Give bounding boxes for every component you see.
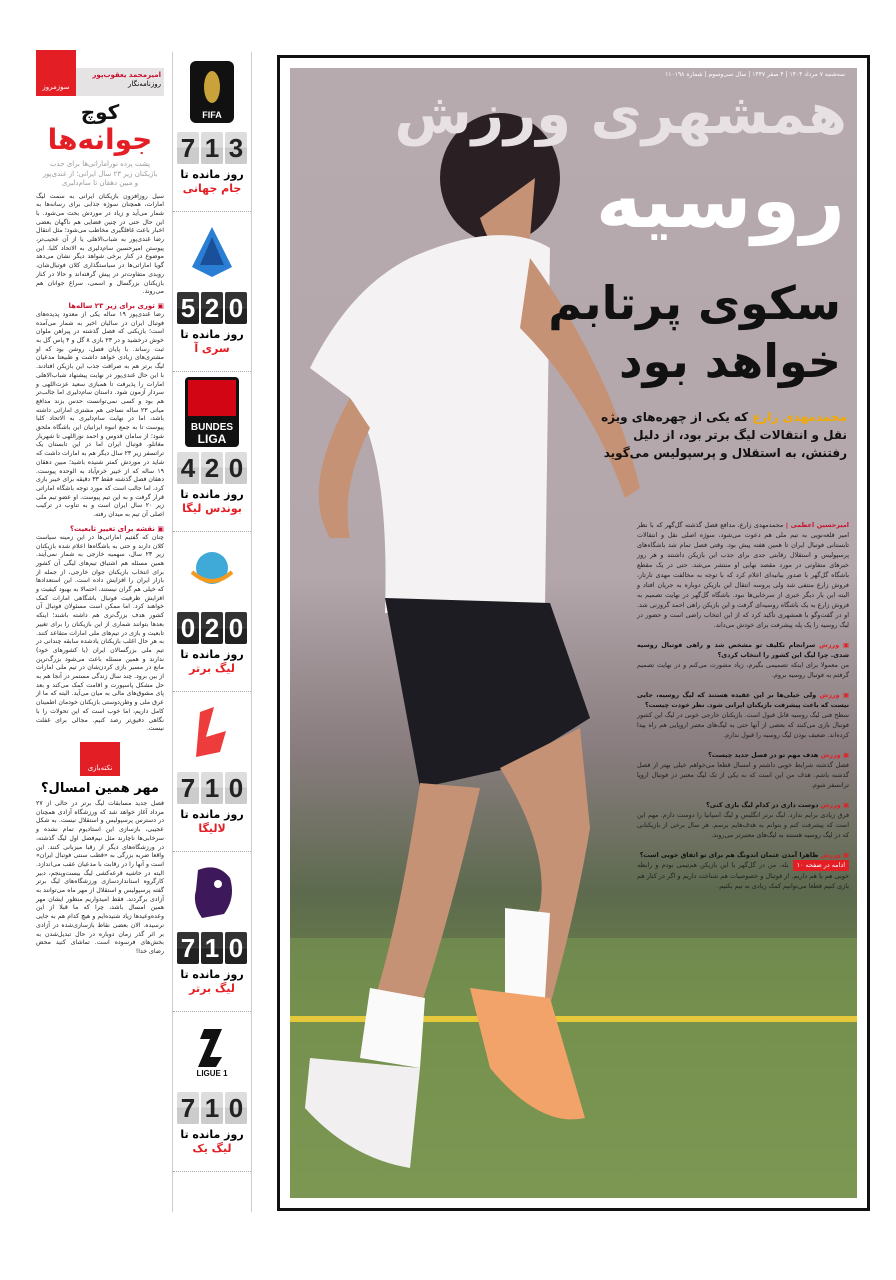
- interview-answer: بله. من در گل‌گهر با این بازیکن هم‌تیمی بودم و رابطه خوبی هم با هم داریم. از فوتبال و خصوصیات هم شناخت داریم و اگر در کنار هم بازی کنیم قطعا می‌توانیم کمک زیادی به تیم بکنیم.: [637, 861, 849, 890]
- countdown-league: لیگ یک: [192, 1142, 232, 1155]
- countdown-league: لالیگا: [198, 822, 226, 835]
- qa-item: [637, 750, 849, 790]
- digit: 0: [225, 1092, 247, 1124]
- interview-answer: فصل گذشته شرایط خوبی داشتم و امسال قطعا می‌خواهم خیلی بهتر از فصل گذشته باشم. هدف من این است که به یکی از تک لیگ معتبر در فوتبال اروپا ترانسفر شوم.: [637, 761, 849, 789]
- digit: 2: [201, 292, 223, 324]
- author-name: امیرمحمد یعقوب‌پور: [92, 71, 161, 79]
- digit: 4: [177, 452, 199, 484]
- digit: 3: [225, 132, 247, 164]
- author-role: روزنامه‌نگار: [127, 80, 161, 88]
- deck-name: محمدمهدی زارع: [752, 410, 847, 424]
- digit: 5: [177, 292, 199, 324]
- article-title-line2: جوانه‌ها: [47, 123, 153, 156]
- interview-question: ▣ ورزش سرانجام تکلیف تو مشخص شد و راهی فوتبال روسیه شدی. چرا لیگ این کشور را انتخاب کردی؟: [637, 640, 849, 660]
- interview-question: ▣ ورزش هدف مهم تو در فصل جدید چیست؟: [637, 750, 849, 760]
- interview-question: ▣ ورزش دوست داری در کدام لیگ بازی کنی؟: [637, 800, 849, 810]
- countdown-6: [173, 852, 251, 1012]
- digit: 1: [201, 1092, 223, 1124]
- digit: 7: [177, 132, 199, 164]
- countdown-1: [173, 52, 251, 212]
- league-logo-icon: [182, 56, 242, 128]
- continued-badge[interactable]: ادامه در صفحه ۱۰: [793, 860, 849, 871]
- interview-body: [637, 520, 849, 891]
- countdown-5: [173, 692, 251, 852]
- note-body: فصل جدید مسابقات لیگ برتر در حالی از ۲۷ مرداد آغاز خواهد شد که ورزشگاه آزادی همچنان در دسترس پرسپولیس و استقلال نیست. به شکل عجیبی، بازسازی این استادیوم تمام نشده و سرخابی‌ها ناچارند مثل نیم‌فصل اول لیگ گذشته، در ورزشگاه‌های دیگر از رقبا میزبانی کنند. این واقعا ضربه بزرگی به «قطب سنتی فوتبال ایران» است و آنها را در رقابت با مدعیان عقب می‌اندازد. البته در حاشیه قرعه‌کشی لیگ بیست‌وپنجم، دبیر کارگروه استانداردسازی ورزشگاه‌های لیگ برتر گفته پرسپولیس و استقلال از مهر ماه می‌توانند به آزادی برگردند. فقط امیدواریم منظور ایشان مهر همین امسال باشد، چرا که ما قبلا از این وعده‌وعیدها زیاد شنیده‌ایم و هیچ کدام هم به جایی نرسیده. الان بعضی نقاط بازسازی‌شده در آزادی بر اثر گذر زمان دوباره در حال تبدیل‌شدن به بخش‌های فرسوده است. تماشای کنید محض رضای خدا!: [36, 799, 164, 955]
- digit: 0: [177, 612, 199, 644]
- league-logo-icon: [182, 1016, 242, 1088]
- interview-answer: من معمولا برای اینکه تصمیمی بگیرم، زیاد مشورت می‌کنم و در نهایت تصمیم گرفتم به فوتبال روسیه بروم.: [637, 661, 849, 679]
- svg-text:LIGUE 1: LIGUE 1: [196, 1069, 228, 1077]
- kicker-label: سوزمروز: [36, 50, 76, 96]
- dateline: سه‌شنبه ۷ مرداد ۱۴۰۴ | ۴ صفر ۱۴۴۷ | سال سی‌وسوم | شماره ۱۱۰۱۹۸: [665, 71, 845, 78]
- subheadline-line2: خواهد بود: [619, 334, 841, 388]
- countdown-digits: [177, 292, 247, 324]
- countdown-league: بوندس لیگا: [182, 502, 242, 515]
- digit: 7: [177, 772, 199, 804]
- countdown-league: سری آ: [194, 342, 230, 355]
- league-logo-icon: [182, 216, 242, 288]
- article-title-line1: کوچ: [80, 100, 120, 124]
- countdown-label: روز مانده تا: [180, 968, 244, 981]
- digit: 2: [201, 452, 223, 484]
- league-logo-icon: [182, 536, 242, 608]
- league-logo-icon: [182, 376, 242, 448]
- countdown-digits: [177, 452, 247, 484]
- article-lead: پشت پرده نوراماراتی‌ها برای جذب بازیکنان زیر ۲۳ سال ایرانی؛ از غندی‌پور و مبین دهقان تا سام‌دلیری: [42, 160, 158, 187]
- countdown-league: جام جهانی: [182, 182, 242, 195]
- countdown-label: روز مانده تا: [180, 488, 244, 501]
- countdown-digits: [177, 1092, 247, 1124]
- interview-intro: [637, 520, 849, 630]
- digit: 1: [201, 132, 223, 164]
- qa-item: [637, 690, 849, 740]
- subheadline-line1: سکوی پرتابم: [548, 276, 841, 330]
- league-logo-icon: [182, 856, 242, 928]
- digit: 0: [225, 292, 247, 324]
- league-logo-icon: [182, 696, 242, 768]
- countdown-digits: [177, 932, 247, 964]
- qa-item: [637, 800, 849, 840]
- interview-question: ▣ ورزش ظاهرا آمدن عثمان اندونگ هم برای تو اتفاق خوبی است؟: [637, 850, 849, 860]
- article-intro: سیل روزافزون بازیکنان ایرانی به سمت لیگ امارات، همچنان سوژه جذابی برای رسانه‌ها به شمار می‌آید و زیاد در موردش بحث می‌شود. با این حال حتی در چنین فضایی هم ناگهان بعضی اخبار باعث غافلگیری مخاطب می‌شود؛ مثل انتقال رضا غندی‌پور به شباب‌الاهلی یا از آن عجیب‌تر، پیوستن امیرحسین سام‌دلیری به الاتحاد کلبا. این موضوع در کنار برخی شواهد دیگر نشان می‌دهد گویا اماراتی‌ها در سیاستگذاری کلان فوتبال‌شان، رویدی متفاوت‌تر در پیش گرفته‌اند و حالا در کنار بازیکنان بزرگسال و اسمی، سراغ جوانان هم می‌روند.: [36, 192, 164, 296]
- interview-answer: سطح فنی لیگ روسیه قابل قبول است. بازیکنان خارجی خوبی در لیگ این کشور فوتبال بازی می‌کنند که بعضی از آنها حتی به لیگ‌های معتبر اروپایی هم راه پیدا کرده‌اند. ضعیف بودن لیگ روسیه را قبول ندارم.: [637, 711, 849, 739]
- countdown-4: [173, 532, 251, 692]
- digit: 1: [201, 932, 223, 964]
- subhead: ▣ نقشه برای تغییر تابعیت؟: [36, 524, 164, 534]
- countdown-league: لیگ برتر: [189, 982, 235, 995]
- digit: 0: [225, 612, 247, 644]
- svg-text:BUNDES: BUNDES: [190, 422, 234, 433]
- countdown-digits: [177, 132, 247, 164]
- svg-text:FIFA: FIFA: [202, 110, 222, 120]
- article-paragraph: چنان که گفتیم اماراتی‌ها در این زمینه سیاست کلان دارند و حتی به باشگاه‌ها اعلام شده بازیکنان زیر ۲۳ سال، سهمیه خارجی به شمار نمی‌آیند. همین مسئله هم اشتیاق تیم‌های لیگی آن کشور برای انتخاب بازیکنان جوان خارجی، از جمله از بازار ایران را افزایش داده است. این استعدادها که خیلی هم گران نیستند، احتمالا به بهبود کیفیت و افزایش ظرفیت فوتبال باشگاهی امارات کمک خواهند کرد. اما ممکن است مسئولان فوتبال آن کشور هدف بزرگ‌تری هم داشته باشند؛ اینکه بعدها بتوانند شماری از این بازیکنان را برای تغییر تابعیت و بازی در تیم‌های ملی امارات متقاعد کنند. به هر حال اغلب بازیکنان یادشده سابقه چندانی در تیم ملی بزرگسالان ایران (یا کشورهای خود) ندارند و همین مسئله باعث می‌شود بزرگ‌ترین مانع در مسیر بازی کردن‌شان در تیم ملی امارات از بین برود. چند سال زندگی مستمر در آنجا هم به حل مشکل پاسپورت و اقامت کمک می‌کند و بعد پای مشوق‌های مالی به میان می‌آید. البته که ما از عرق ملی و وطن‌دوستی بازیکنان خودمان اطمینان کامل داریم، اما خوب است که این تحولات را با نگاهی دقیق‌تر رصد کنیم. مجالی برای غفلت نیست.: [36, 533, 165, 733]
- qa-item: [637, 850, 849, 891]
- deck: [591, 408, 847, 462]
- digit: 7: [177, 932, 199, 964]
- subheadline: [548, 274, 841, 390]
- countdown-label: روز مانده تا: [180, 168, 244, 181]
- countdown-2: [173, 212, 251, 372]
- headline: روسیه: [595, 156, 845, 246]
- countdown-label: روز مانده تا: [180, 1128, 244, 1141]
- countdown-label: روز مانده تا: [180, 648, 244, 661]
- countdown-3: [173, 372, 251, 532]
- digit: 2: [201, 612, 223, 644]
- author-box: [76, 68, 164, 96]
- countdown-league: لیگ برتر: [189, 662, 235, 675]
- countdown-digits: [177, 772, 247, 804]
- byline: امیرحسین اعظمی |: [785, 521, 849, 529]
- digit: 0: [225, 452, 247, 484]
- svg-text:LIGA: LIGA: [197, 432, 227, 446]
- countdown-column: [172, 52, 252, 1212]
- deck-text: که یکی از چهره‌های ویژه نقل و انتقالات لیگ برتر بود، از دلیل رفتنش، به استقلال و پرسپولیس می‌گوید: [601, 410, 847, 460]
- masthead: همشهری ورزش: [394, 82, 847, 147]
- digit: 0: [225, 932, 247, 964]
- countdown-label: روز مانده تا: [180, 808, 244, 821]
- interview-question: ▣ ورزش ولی خیلی‌ها بر این عقیده هستند که لیگ روسیه، جایی نیست که باعث پیشرفت بازیکنان ایرانی شود. نظر خودت چیست؟: [637, 690, 849, 710]
- intro-text: محمدمهدی زارع، مدافع فصل گذشته گل‌گهر که با نظر امیر قلعه‌نویی به تیم ملی هم دعوت می‌شود، سوژه اصلی نقل و انتقالات تابستانی فوتبال ایران تا همین هفته پیش بود. وقتی فصل تمام شد باشگاه‌های پرسپولیس و استقلال رقابتی جدی برای جذب این بازیکن داشتند و هر روز خبرهای متفاوتی در مورد مقصد نهایی او منتشر می‌شد. حتی در یک مقطع باشگاه گل‌گهر با صدور بیانیه‌ای اعلام کرد که با توجه به مخالفت مهدی تارتار، فروش زارع منتفی شد ولی پروسه انتقال این بازیکن دوباره به جریان افتاد و البته این بار دیگر خبری از سرخابی‌ها نبود. باشگاه گل‌گهر در نهایت تصمیم به فروش زارع به یک باشگاه روسیه‌ای گرفت و این بازیکن راهی احمد گروزنی شد. او در گفت‌وگو با همشهری تأکید کرد که از این انتخاب راضی است و حضور در لیگ روسیه را یک پله پیشرفت برای خودش می‌داند.: [637, 521, 849, 629]
- article-paragraph: رضا غندی‌پور ۱۹ ساله یکی از معدود پدیده‌های فوتبال ایران در سالیان اخیر به شمار می‌آمده است؛ بازیکنی که فصل گذشته در پیراهن ملوان خوش درخشید و در ۲۳ بازی ۸ گل و ۴ پاس گل به ثبت رساند. با پایان فصل، روشن بود که او مشتری‌های زیادی خواهد داشت و طبیعتا مدعیان لیگ برتر هم به صرافت جذب این بازیکن افتادند. با این حال غندی‌پور در نهایت پیشنهاد شباب‌الاهلی امارات را پذیرفت تا همبازی سعید عزت‌اللهی و سردار آزمون شود. داستان سام‌دلیری اما جالب‌تر هم بود و کسی نمی‌توانست حدس بزند مدافع میانی ۲۳ ساله نساجی هم مشتری اماراتی داشته باشد، اما در نهایت سام‌دلیری به الاتحاد کلبا پیوست تا به جمع انبوه ایرانیان این باشگاه ملحق شود؛ از سامان قدوس و احمد نوراللهی تا شهریار مغانلو. فوتبال ایران اما در این تابستان یک ترانسفر زیر ۲۳ سال دیگر هم به امارات داشت که شاید در موردش کمتر شنیده باشید؛ مبین دهقان ۱۹ ساله که از خیبر خرم‌آباد به الوحده پیوست. دهقان فصل گذشته فقط ۳۳ دقیقه برای خیبر بازی کرد، اما جالب است که مورد توجه باشگاه اماراتی قرار گرفت و به این تیم پیوست. او عضو تیم ملی زیر ۲۰ سال ایران است و به تناوب در ترکیب اصلی آن تیم به میدان رفته.: [36, 310, 164, 519]
- cover-photo: [290, 68, 857, 1198]
- left-column: [36, 50, 164, 957]
- digit: 1: [201, 772, 223, 804]
- countdown-7: [173, 1012, 251, 1172]
- note-title: مهر همین امسال؟: [41, 780, 159, 796]
- digit: 0: [225, 772, 247, 804]
- subhead: ▣ توری برای زیر ۲۳ ساله‌ها: [36, 301, 164, 311]
- kicker: [36, 50, 164, 96]
- countdown-digits: [177, 612, 247, 644]
- countdown-label: روز مانده تا: [180, 328, 244, 341]
- digit: 7: [177, 1092, 199, 1124]
- note-label: نکته‌بازی: [80, 742, 120, 776]
- interview-answer: فرق زیادی برایم ندارد. لیگ برتر انگلیس و لیگ اسپانیا را دوست دارم. مهم این است که پیشرفت کنم و بتوانم به هدف‌هایم برسم. هر سال برخی از بازیکنانی که در لیگ روسیه هستند به لیگ‌های معتبرتر می‌روند.: [637, 811, 849, 839]
- qa-item: [637, 640, 849, 680]
